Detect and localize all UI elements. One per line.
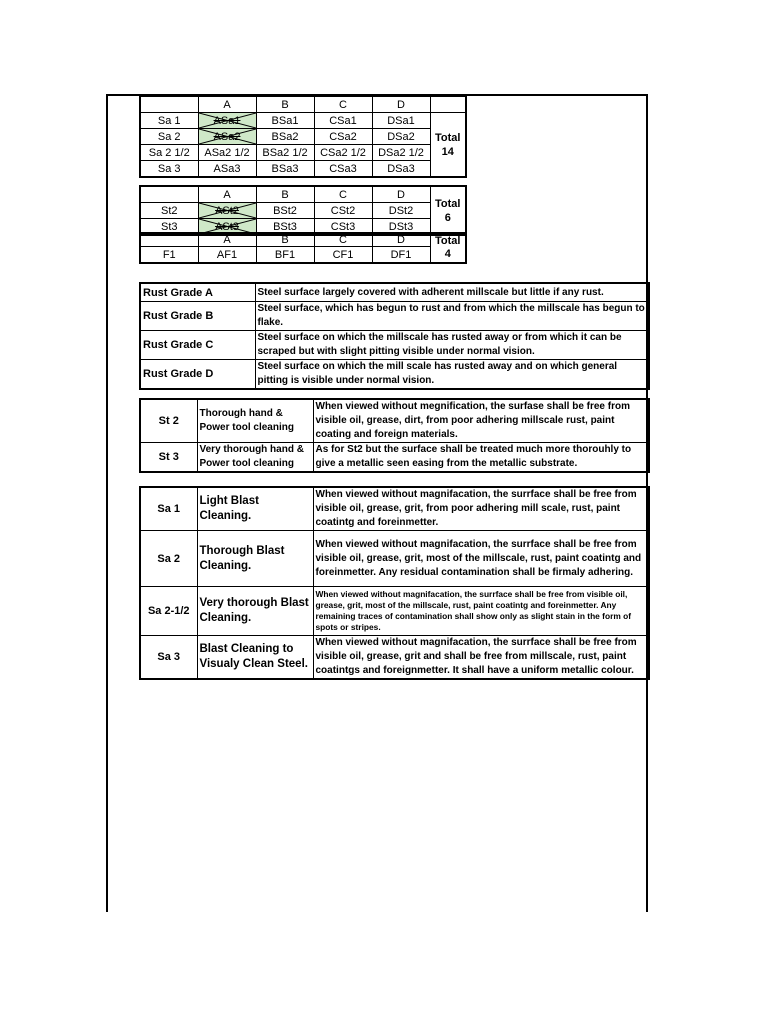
sa-grade-grid <box>139 95 467 178</box>
grid-cell: ASa2 1/2 <box>198 145 256 161</box>
standard-name: Thorough hand & Power tool cleaning <box>197 399 313 443</box>
grid-cell: CSa2 <box>314 129 372 145</box>
table-row <box>140 531 649 587</box>
grid-row-label: Sa 2 <box>140 129 198 145</box>
grid-total-cell <box>430 233 466 263</box>
table-row <box>140 129 466 145</box>
grid-header-cell: B <box>256 233 314 247</box>
grid-cell: CF1 <box>314 247 372 264</box>
table-row <box>140 302 649 331</box>
rust-grade-description: Steel surface largely covered with adherent millscale but little if any rust. <box>255 283 649 302</box>
grid-cell: AF1 <box>198 247 256 264</box>
standard-code: Sa 1 <box>140 487 197 531</box>
grid-header-cell <box>140 233 198 247</box>
rust-grade-table <box>139 282 650 390</box>
table-row <box>140 145 466 161</box>
standard-name: Very thorough hand & Power tool cleaning <box>197 443 313 473</box>
grid-row-label: St3 <box>140 219 198 236</box>
st-grade-grid <box>139 185 467 236</box>
grid-cell: BSa2 1/2 <box>256 145 314 161</box>
grid-crossed-cell <box>198 129 256 145</box>
sa-standards-table <box>139 486 650 680</box>
grid-cell: DSt2 <box>372 203 430 219</box>
rust-grade-description: Steel surface on which the millscale has rusted away or from which it can be scraped but with slight pitting visible under normal vision. <box>255 331 649 360</box>
standard-name: Thorough Blast Cleaning. <box>197 531 313 587</box>
table-row <box>140 636 649 680</box>
total-label: Total <box>435 131 461 144</box>
grid-header-cell: C <box>314 233 372 247</box>
standard-description: When viewed without megnification, the surfase shall be free from visible oil, grease, dirt, from poor adhering millscale rust, paint coating and foreign materials. <box>313 399 649 443</box>
total-value: 6 <box>444 211 451 224</box>
rust-grade-label: Rust Grade C <box>140 331 255 360</box>
standard-code: Sa 3 <box>140 636 197 680</box>
grid-header-cell: B <box>256 96 314 113</box>
grid-cell: BF1 <box>256 247 314 264</box>
grid-cell: DSa2 <box>372 129 430 145</box>
table-row <box>140 443 649 473</box>
standard-code: St 2 <box>140 399 197 443</box>
grid-crossed-cell <box>198 203 256 219</box>
table-row <box>140 161 466 178</box>
grid-cell: BSa1 <box>256 113 314 129</box>
grid-header-cell: D <box>372 233 430 247</box>
grid-header-cell: C <box>314 96 372 113</box>
standard-description: When viewed without magnifacation, the surrface shall be free from visible oil, grease, grit, most of the millscale, rust, paint coatintg and foreinmetter. Any remaining traces of contamination shall show only as slight stain in the form of spots or stripes. <box>313 587 649 636</box>
grid-cell: DSa3 <box>372 161 430 178</box>
grid-header-row <box>140 186 466 203</box>
grid-row-label: Sa 3 <box>140 161 198 178</box>
standard-name: Light Blast Cleaning. <box>197 487 313 531</box>
rust-grade-description: Steel surface, which has begun to rust and from which the millscale has begun to flake. <box>255 302 649 331</box>
grid-row-label: Sa 2 1/2 <box>140 145 198 161</box>
standard-code: St 3 <box>140 443 197 473</box>
grid-cell: BSa3 <box>256 161 314 178</box>
standard-description: As for St2 but the surface shall be treated much more thorouhly to give a metallic seen easing from the metallic substrate. <box>313 443 649 473</box>
grid-cell: ASa3 <box>198 161 256 178</box>
grid-cell: BSt3 <box>256 219 314 236</box>
grid-total-cell <box>430 186 466 235</box>
grid-header-cell: A <box>198 233 256 247</box>
grid-row-label: St2 <box>140 203 198 219</box>
grid-crossed-cell <box>198 113 256 129</box>
f-grade-grid <box>139 232 467 264</box>
standard-name: Blast Cleaning to Visualy Clean Steel. <box>197 636 313 680</box>
rust-grade-label: Rust Grade A <box>140 283 255 302</box>
table-row <box>140 399 649 443</box>
standard-description: When viewed without magnifacation, the surrface shall be free from visible oil, grease, grit, most of the millscale, rust, paint coatintg and foreinmetter. Any residual contamination shall be firmaly adhering. <box>313 531 649 587</box>
grid-total-cell <box>430 113 466 178</box>
total-label: Total <box>435 235 461 247</box>
table-row <box>140 203 466 219</box>
grid-header-cell: A <box>198 96 256 113</box>
table-row <box>140 283 649 302</box>
table-row <box>140 360 649 390</box>
rust-grade-label: Rust Grade B <box>140 302 255 331</box>
grid-header-cell: D <box>372 186 430 203</box>
grid-cell: CSt3 <box>314 219 372 236</box>
grid-cell: CSa1 <box>314 113 372 129</box>
grid-cell-text: ASa1 <box>213 114 241 127</box>
grid-cell: CSa2 1/2 <box>314 145 372 161</box>
grid-header-cell <box>140 96 198 113</box>
rust-grade-description: Steel surface on which the mill scale has rusted away and on which general pitting is visible under normal vision. <box>255 360 649 390</box>
standard-description: When viewed without magnifacation, the surrface shall be free from visible oil, grease, grit, from poor adhering mill scale, rust, paint coatintg and foreinmetter. <box>313 487 649 531</box>
total-value: 4 <box>444 248 451 260</box>
total-label: Total <box>435 197 461 210</box>
grid-cell: DSt3 <box>372 219 430 236</box>
grid-blank-cell <box>430 96 466 113</box>
grid-header-row <box>140 233 466 247</box>
standard-description: When viewed without magnifacation, the surrface shall be free from visible oil, grease, grit and shall be free from millscale, rust, paint coatintgs and foreignmetter. It shall have a uniform metallic colour. <box>313 636 649 680</box>
left-border-line <box>106 94 108 912</box>
standard-name: Very thorough Blast Cleaning. <box>197 587 313 636</box>
table-row <box>140 113 466 129</box>
grid-row-label: F1 <box>140 247 198 264</box>
table-row <box>140 247 466 264</box>
grid-cell: BSt2 <box>256 203 314 219</box>
table-row <box>140 331 649 360</box>
total-value: 14 <box>441 145 454 158</box>
grid-cell-text: ASt3 <box>215 220 239 233</box>
grid-cell: DF1 <box>372 247 430 264</box>
st-standards-table <box>139 398 650 473</box>
standard-code: Sa 2 <box>140 531 197 587</box>
rust-grade-label: Rust Grade D <box>140 360 255 390</box>
grid-header-cell: D <box>372 96 430 113</box>
grid-cell-text: ASa2 <box>213 130 241 143</box>
grid-header-cell <box>140 186 198 203</box>
grid-cell: CSa3 <box>314 161 372 178</box>
grid-row-label: Sa 1 <box>140 113 198 129</box>
table-row <box>140 487 649 531</box>
grid-cell-text: ASt2 <box>215 204 239 217</box>
grid-cell: CSt2 <box>314 203 372 219</box>
grid-cell: DSa2 1/2 <box>372 145 430 161</box>
standard-code: Sa 2-1/2 <box>140 587 197 636</box>
grid-header-row <box>140 96 466 113</box>
grid-cell: BSa2 <box>256 129 314 145</box>
grid-header-cell: B <box>256 186 314 203</box>
grid-header-cell: C <box>314 186 372 203</box>
grid-header-cell: A <box>198 186 256 203</box>
grid-cell: DSa1 <box>372 113 430 129</box>
table-row <box>140 587 649 636</box>
